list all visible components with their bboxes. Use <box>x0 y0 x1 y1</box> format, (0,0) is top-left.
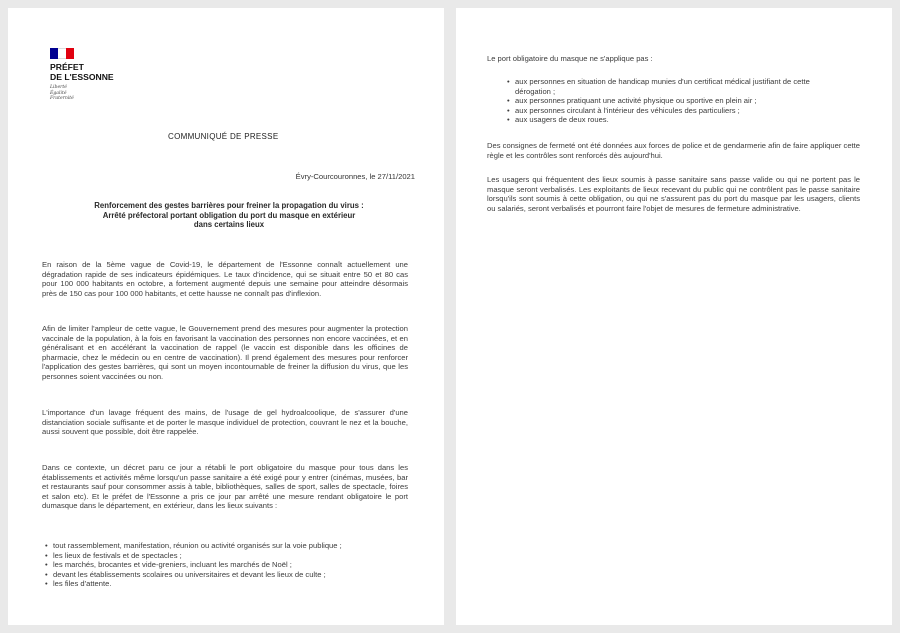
list-item: • devant les établissements scolaires ou universitaires et devant les lieux de culte ; <box>44 570 404 580</box>
logo-title <box>50 63 114 82</box>
exemptions-list <box>506 77 844 125</box>
list-item: • les lieux de festivals et de spectacles ; <box>44 551 404 561</box>
logo-title-line2: DE L'ESSONNE <box>50 71 114 82</box>
body-paragraph: Dans ce contexte, un décret paru ce jour a rétabli le port obligatoire du masque pour tous dans les établissements et activités même lorsqu'un passe sanitaire a été exigé pour y entrer (cinémas, musées, bar et restaurants sauf pour consommer assis à table, bibliothèques, salles de sport, salles de spectacle, foires et salon etc). Et le préfet de l'Essonne a pris ce jour par arrêté une mesure rendant obligatoire le port dumasque dans le département, en extérieur, dans les lieux suivants : <box>42 463 408 511</box>
french-flag-icon <box>50 48 74 59</box>
subject-line: Renforcement des gestes barrières pour freiner la propagation du virus : <box>94 201 364 210</box>
body-paragraph: Les usagers qui fréquentent des lieux soumis à passe sanitaire sans passe valide ou qui ne portent pas le masque seront verbalisés. Les exploitants de lieux recevant du public qui ne contrôlent pas le passe sanitaire lorsqu'ils sont soumis à cette obligation, ou qui ne s'assurent pas du port du masque par les usagers, clients ou salariés, seront verbalisés et pourront faire l'objet de mesures de fermeture administrative. <box>487 175 860 213</box>
subject-title <box>70 201 388 230</box>
prefecture-logo <box>50 48 114 101</box>
list-item: • tout rassemblement, manifestation, réunion ou activité organisés sur la voie publique ; <box>44 541 404 551</box>
body-paragraph: Des consignes de fermeté ont été données aux forces de police et de gendarmerie afin de faire appliquer cette règle et les contrôles sont renforcés dès aujourd'hui. <box>487 141 860 160</box>
list-item: • aux personnes circulant à l'intérieur des véhicules des particuliers ; <box>506 106 844 116</box>
subject-line: Arrêté préfectoral portant obligation du port du masque en extérieur <box>102 210 356 220</box>
list-item: • aux personnes pratiquant une activité physique ou sportive en plein air ; <box>506 96 844 106</box>
body-paragraph: En raison de la 5ème vague de Covid-19, le département de l'Essonne connaît actuellement une dégradation rapide de ses indicateurs épidémiques. Le taux d'incidence, qui se situait entre 50 et 80 cas pour 100 000 habitants en octobre, a fortement augmenté depuis une semaine pour atteindre désormais près de 150 cas pour 100 000 habitants, et cette hausse ne connaît pas d'inflexion. <box>42 260 408 298</box>
exemptions-intro: Le port obligatoire du masque ne s'applique pas : <box>487 54 653 63</box>
list-item: • aux personnes en situation de handicap munies d'un certificat médical justifiant de cette dérogation ; <box>506 77 844 96</box>
motto-line: Liberté <box>50 85 67 91</box>
list-item: • les marchés, brocantes et vide-greniers, incluant les marchés de Noël ; <box>44 560 404 570</box>
republic-motto <box>50 85 114 101</box>
logo-title-line1: PRÉFET <box>50 62 84 72</box>
motto-line: Fraternité <box>50 96 74 101</box>
subject-line: dans certains lieux <box>193 220 265 230</box>
dateline: Évry-Courcouronnes, le 27/11/2021 <box>295 172 415 181</box>
document-page-right <box>456 8 892 625</box>
motto-line: Égalité <box>50 90 67 96</box>
mandatory-mask-places-list <box>44 541 404 589</box>
list-item: • les files d'attente. <box>44 579 404 589</box>
press-release-heading: COMMUNIQUÉ DE PRESSE <box>168 132 279 141</box>
list-item: • aux usagers de deux roues. <box>506 115 844 125</box>
document-page-left <box>8 8 444 625</box>
body-paragraph: L'importance d'un lavage fréquent des mains, de l'usage de gel hydroalcoolique, de s'assurer d'une distanciation sociale suffisante et de porter le masque individuel de protection, couvrant le nez et la bouche, aussi souvent que possible, doit être rappelée. <box>42 408 408 437</box>
body-paragraph: Afin de limiter l'ampleur de cette vague, le Gouvernement prend des mesures pour augmenter la protection vaccinale de la population, à la fois en favorisant la vaccination des personnes non encore vaccinées, et en généralisant et en accélérant la vaccination de rappel (le vaccin est disponible dans les officines de pharmacie, chez le médecin ou en centre de vaccination). Il prend également des mesures pour renforcer l'application des gestes barrières, qui sont un moyen incontournable de freiner la diffusion du virus, que les personnes soient vaccinées ou non. <box>42 324 408 381</box>
